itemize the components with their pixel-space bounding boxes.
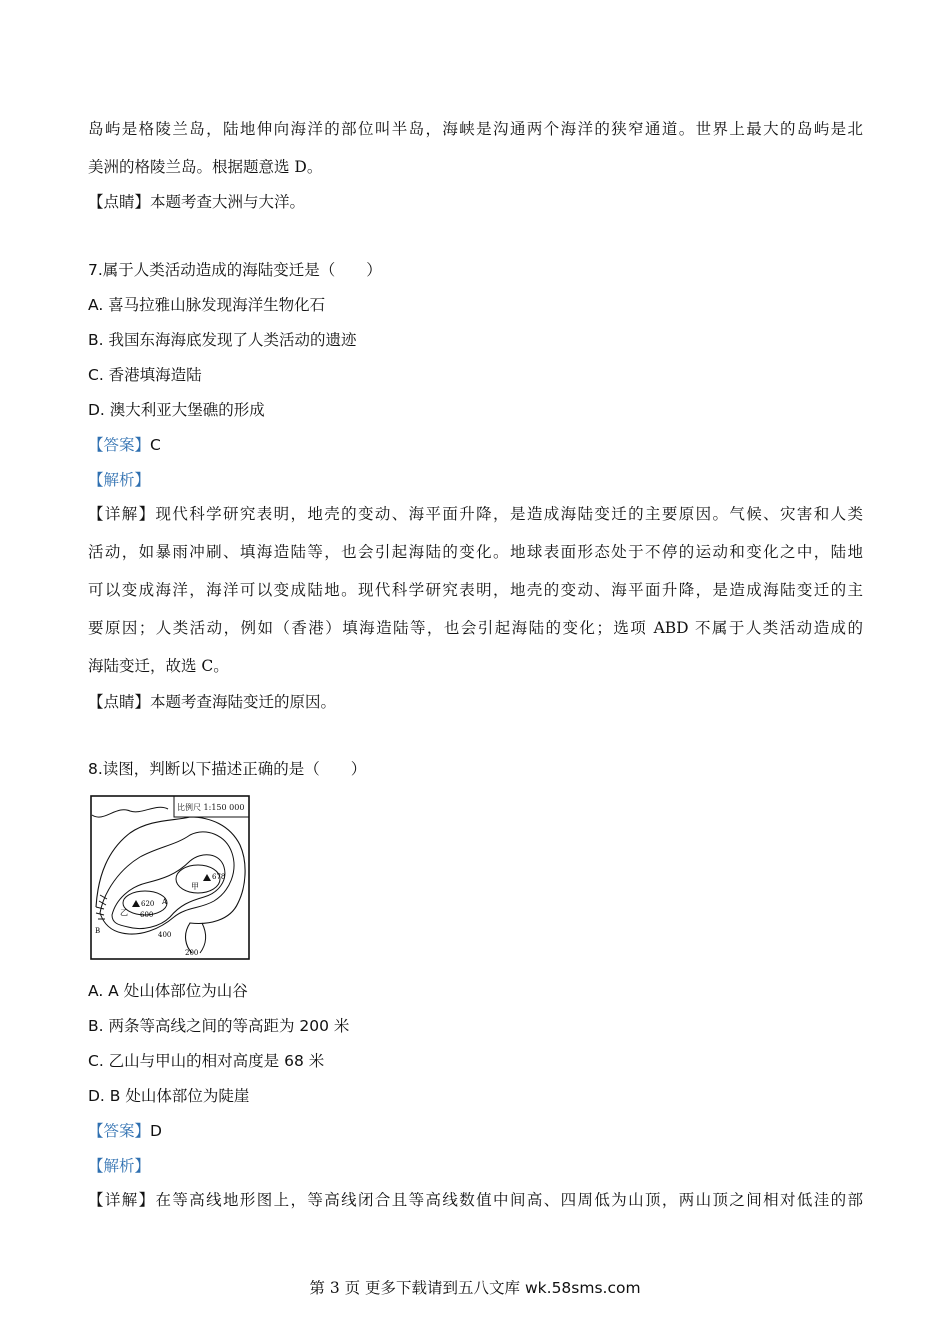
- q8-detail-line-1: 【详解】在等高线地形图上，等高线闭合且等高线数值中间高、四周低为山顶，两山顶之间相对低洼的部: [88, 1191, 863, 1209]
- q8-analysis-label: 【解析】: [88, 1157, 151, 1175]
- prev-explanation-line-1: 岛屿是格陵兰岛，陆地伸向海洋的部位叫半岛，海峡是沟通两个海洋的狭窄通道。世界上最大的岛屿是北: [88, 120, 863, 138]
- q7-detail-line-5: 海陆变迁，故选 C。: [88, 657, 229, 675]
- point-b-label: B: [95, 927, 101, 935]
- q7-point-note: 【点睛】本题考查海陆变迁的原因。: [88, 693, 337, 711]
- q7-detail-line-4: 要原因；人类活动，例如（香港）填海造陆等，也会引起海陆的变化；选项 ABD 不属于人类活动造成的: [88, 619, 863, 637]
- q7-answer-value: C: [150, 436, 161, 454]
- q8-option-c: C. 乙山与甲山的相对高度是 68 米: [88, 1052, 325, 1070]
- contour-map-figure: [90, 795, 250, 960]
- q7-option-c: C. 香港填海造陆: [88, 366, 202, 384]
- q7-stem: 7.属于人类活动造成的海陆变迁是（ ）: [88, 261, 382, 279]
- q7-option-d: D. 澳大利亚大堡礁的形成: [88, 401, 265, 419]
- map-scale-label: 比例尺 1:150 000: [177, 803, 245, 812]
- q7-detail-line-3: 可以变成海洋，海洋可以变成陆地。现代科学研究表明，地壳的变动、海平面升降，是造成海陆变迁的主: [88, 581, 863, 599]
- q7-answer: [88, 433, 161, 455]
- q7-option-b: B. 我国东海海底发现了人类活动的遗迹: [88, 331, 357, 349]
- q8-answer-value: D: [150, 1122, 162, 1140]
- q7-analysis-label: 【解析】: [88, 471, 151, 489]
- peak-yi-height: 620: [141, 900, 155, 908]
- footer-text: 第 3 页 更多下载请到五八文库: [309, 1279, 525, 1297]
- q8-option-b: B. 两条等高线之间的等高距为 200 米: [88, 1017, 350, 1035]
- contour-400-label: 400: [158, 931, 172, 939]
- point-a-label: A: [162, 898, 168, 906]
- peak-yi-label: 乙: [120, 908, 128, 917]
- page-footer: [0, 1276, 950, 1298]
- peak-jia-height: 678: [212, 873, 226, 881]
- q8-answer-label: 【答案】: [88, 1122, 151, 1140]
- q7-detail-line-2: 活动，如暴雨冲刷、填海造陆等，也会引起海陆的变化。地球表面形态处于不停的运动和变化之中，陆地: [88, 543, 863, 561]
- prev-point-note: 【点睛】本题考查大洲与大洋。: [88, 193, 306, 211]
- q8-answer: [88, 1119, 162, 1141]
- q7-answer-label: 【答案】: [88, 436, 151, 454]
- contour-600-label: 600: [140, 911, 154, 919]
- q8-stem: 8.读图，判断以下描述正确的是（ ）: [88, 760, 367, 778]
- peak-jia-label: 甲: [191, 882, 199, 891]
- q8-option-d: D. B 处山体部位为陡崖: [88, 1087, 250, 1105]
- q7-detail-line-1: 【详解】现代科学研究表明，地壳的变动、海平面升降，是造成海陆变迁的主要原因。气候、灾害和人类: [88, 505, 863, 523]
- footer-url[interactable]: wk.58sms.com: [524, 1279, 641, 1297]
- contour-200-label: 200: [185, 949, 199, 957]
- q8-option-a: A. A 处山体部位为山谷: [88, 982, 248, 1000]
- q7-option-a: A. 喜马拉雅山脉发现海洋生物化石: [88, 296, 326, 314]
- prev-explanation-line-2: 美洲的格陵兰岛。根据题意选 D。: [88, 158, 323, 176]
